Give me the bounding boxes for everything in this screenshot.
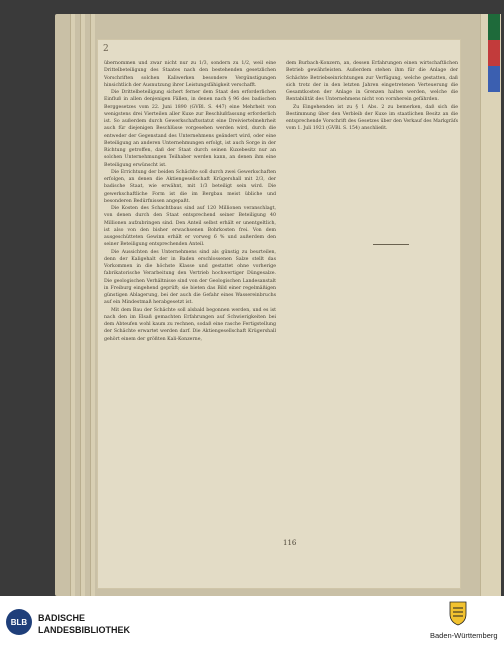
- color-swatch: [488, 40, 500, 66]
- page-edge: [90, 14, 95, 596]
- text-column-left: [104, 60, 276, 343]
- color-swatch: [488, 66, 500, 92]
- page-edge: [70, 14, 75, 596]
- state-name[interactable]: Baden-Württemberg: [430, 631, 498, 640]
- paragraph: Die Kosten des Schachtbaus sind auf 120 Millionen veranschlagt, von denen durch den Staat entsprechend seiner Beteiligung 40 Millionen aufzubringen sind. Den Anteil selbst erhält er unentgeltlich, ist also von den bisher erwachsenen Bohrkosten frei. Von dem ausgeschütteten Gewinn erhält er vorweg 6 % und außerdem den seiner Beteiligung entsprechenden Anteil.: [104, 206, 276, 248]
- paragraph: dem Burbach-Konzern, an, dessen Erfahrungen einen wirtschaftlichen Betrieb gewährleisten. Außerdem stehen ihm für die Anlage der Schächte Betriebseinrichtungen zur Verfügung, welche gestatten, daß sich trotz der in den letzten Jahren eingetretenen Verteuerung die Gesamtkosten der Anlage in Grenzen halten werden, welche die Rentabilität des Unternehmens nicht von vornherein gefährden.: [286, 61, 458, 103]
- color-calibration-card: [488, 14, 500, 92]
- state-crest-icon: [448, 600, 468, 626]
- section-divider: [373, 244, 409, 245]
- paragraph: Zu Eingehenden ist zu § 1 Abs. 2 zu bemerken, daß sich die Bestimmung über den Verbleib der Kuxe im staatlichen Besitz an die entsprechende Vorschrift des Gesetzes über den Verkauf des Markgräfs vom 1. Juli 1921 (GVBl. S. 154) anschließt.: [286, 104, 458, 132]
- library-logo-icon[interactable]: BLB: [6, 609, 32, 635]
- color-swatch: [488, 14, 500, 40]
- page-edge: [80, 14, 85, 596]
- paragraph: übernommen und zwar nicht nur zu 1/3, sondern zu 1/2, weil eine Drittelbeteiligung des Staates nach den bestehenden gesetzlichen Vorschriften solchen Kaliwerken besondere Vergünstigungen hinsichtlich der Ausnutzung ihrer Leistungsfähigkeit verschafft.: [104, 61, 276, 88]
- page-number: 116: [283, 539, 297, 547]
- text-column-right: [286, 60, 458, 133]
- paragraph: Die Errichtung der beiden Schächte soll durch zwei Gewerkschaften erfolgen, an denen die Aktiengesellschaft Krügershall mit 2/3, der badische Staat, wie erwähnt, mit 1/3 beteiligt sein wird. Die gewerkschaftliche Form ist die im Bergbau meist übliche und besonderen Bedürfnissen angepaßt.: [104, 169, 276, 204]
- library-name-line2: LANDESBIBLIOTHEK: [38, 625, 130, 635]
- book-spine: [480, 14, 501, 596]
- library-name-line1: BADISCHE: [38, 613, 86, 623]
- paragraph: Die Aussichten des Unternehmens sind als günstig zu beurteilen, denn der Kaligehalt der in Baden erschlossenen Salze stellt das Vorkommen in die höchste Klasse und gestattet ohne vorherige fabrikatorische Verarbeitung den Vertrieb hochwertiger Düngesalze. Die geologischen Verhältnisse sind von der Geologischen Landesanstalt in Freiburg eingehend geprüft; sie bieten das Bild einer regelmäßigen günstigen Ablagerung, bei der auch die Gefahr eines Wassereinbruchs auf ein Mindestmaß herabgesetzt ist.: [104, 249, 276, 306]
- library-name[interactable]: [38, 612, 130, 636]
- paragraph: Die Drittelbeteiligung sichert ferner dem Staat den erforderlichen Einfluß in allen denjenigen Fällen, in denen nach § 96 des badischen Berggesetzes vom 22. Juni 1890 (GVBl. S. 447) eine Mehrheit von wenigstens drei Vierteilen aller Kuxe zur Beschlußfassung erforderlich ist. So außerdem durch Gewerkschaftsstatut eine Dreiviertelmehrheit auch für diejenigen Beschlüsse vorgesehen werden wird, durch die entweder der Gegenstand des Unternehmens geändert wird, oder eine Beteiligung an anderen Unternehmungen erfolgt, ist auch Sorge in der Richtung getroffen, daß der Staat durch seinen Kuxebesitz nur an solchen Unternehmungen Teilhaber werden kann, an denen ihm eine Beteiligung erwünscht ist.: [104, 90, 276, 168]
- margin-note: 2: [103, 44, 109, 54]
- paragraph: Mit dem Bau der Schächte soll alsbald begonnen werden, und es ist nach den im Elsaß gemachten Erfahrungen auf Schwierigkeiten bei dem Abteufen wohl kaum zu rechnen, sodaß eine rasche Fertigstellung der Schächte erwartet werden darf. Die Aktiengesellschaft Krügershall gehört einem der größten Kali-Konzerne,: [104, 307, 276, 342]
